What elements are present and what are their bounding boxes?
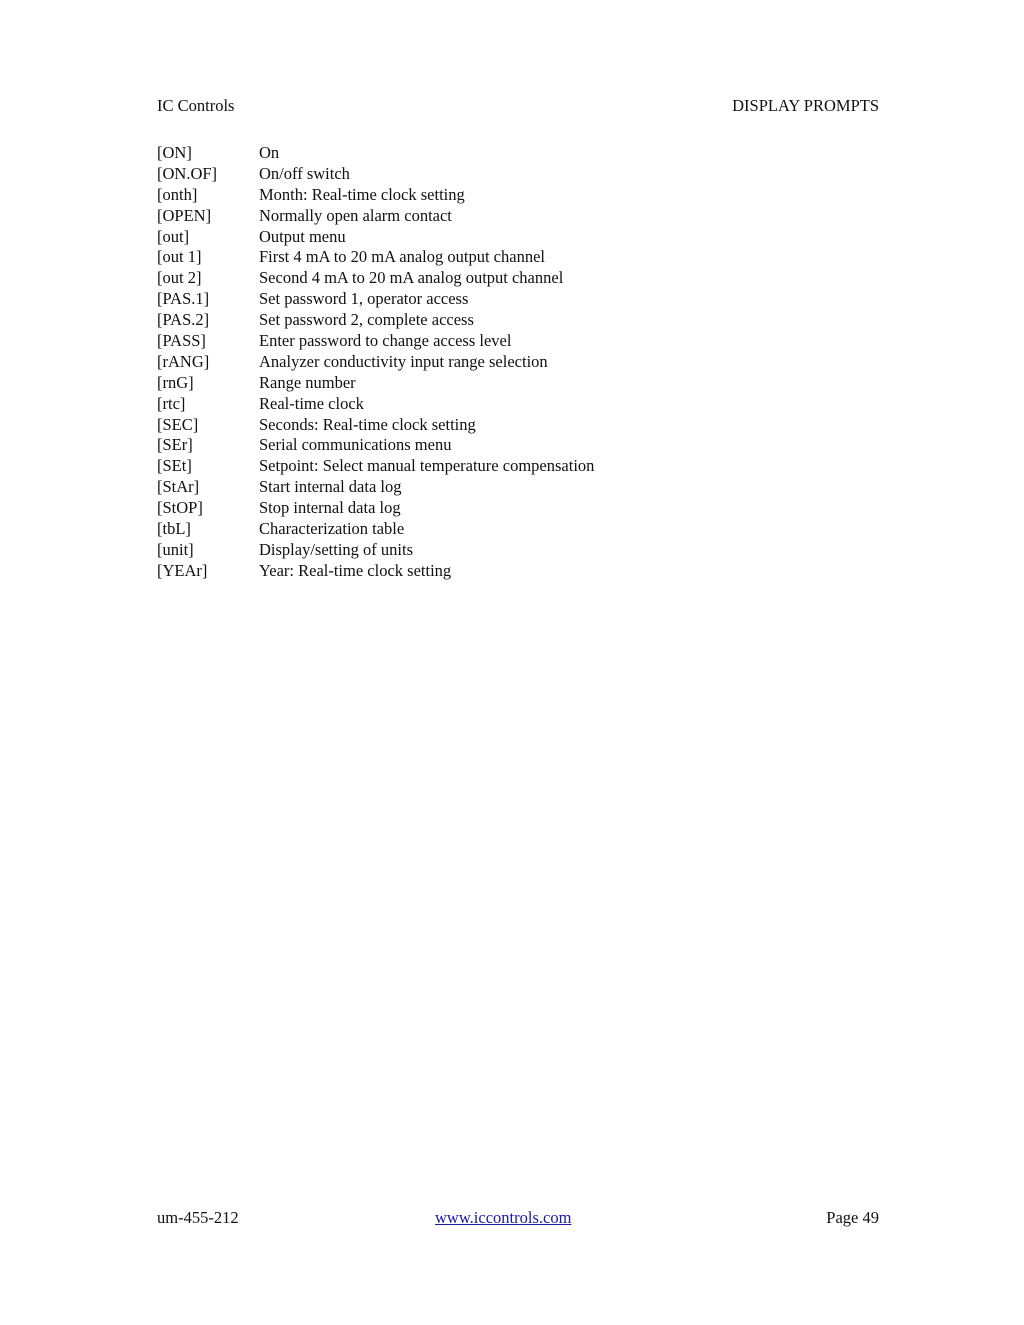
prompt-description: On	[259, 143, 280, 162]
prompt-code: [SEr]	[157, 435, 193, 455]
prompt-row	[157, 185, 857, 206]
page-footer	[157, 1207, 879, 1229]
page-number: Page 49	[826, 1208, 879, 1227]
prompt-code: [ON]	[157, 143, 192, 162]
prompt-description: Set password 2, complete access	[259, 310, 474, 330]
prompt-code: [PASS]	[157, 331, 206, 351]
section-title: DISPLAY PROMPTS	[732, 96, 879, 115]
prompt-description: Range number	[259, 372, 356, 392]
prompt-row	[157, 310, 857, 331]
prompt-row	[157, 164, 857, 185]
prompt-description: Setpoint: Select manual temperature compensation	[259, 456, 595, 476]
prompt-code: [StAr]	[157, 477, 200, 497]
prompt-code: [SEt]	[157, 456, 192, 476]
prompt-description: Real-time clock	[259, 393, 364, 413]
prompt-row	[157, 456, 857, 477]
prompt-row	[157, 394, 857, 415]
prompt-code: [OPEN]	[157, 205, 212, 225]
prompt-description: Second 4 mA to 20 mA analog output channel	[259, 268, 564, 288]
prompt-code: [out]	[157, 226, 190, 246]
prompt-row	[157, 247, 857, 268]
prompt-code: [onth]	[157, 184, 198, 204]
prompt-row	[157, 331, 857, 352]
prompt-description: Stop internal data log	[259, 498, 401, 518]
prompt-row	[157, 477, 857, 498]
prompt-description: Characterization table	[259, 519, 405, 539]
prompt-code: [ON.OF]	[157, 163, 218, 183]
prompt-list	[157, 143, 857, 582]
prompt-description: Serial communications menu	[259, 435, 452, 455]
prompt-code: [SEC]	[157, 414, 199, 434]
prompt-code: [PAS.2]	[157, 310, 210, 330]
prompt-row	[157, 268, 857, 289]
prompt-row	[157, 289, 857, 310]
prompt-description: Display/setting of units	[259, 539, 413, 559]
prompt-code: [tbL]	[157, 519, 191, 539]
prompt-description: Analyzer conductivity input range selection	[259, 351, 548, 371]
prompt-code: [out 2]	[157, 268, 202, 288]
prompt-description: Start internal data log	[259, 477, 402, 497]
prompt-description: Enter password to change access level	[259, 331, 512, 351]
prompt-description: Set password 1, operator access	[259, 289, 469, 309]
prompt-description: Month: Real-time clock setting	[259, 184, 465, 204]
prompt-description: On/off switch	[259, 163, 350, 183]
prompt-row	[157, 143, 857, 164]
prompt-description: Year: Real-time clock setting	[259, 560, 452, 580]
prompt-code: [rtc]	[157, 393, 186, 413]
document-number: um-455-212	[157, 1208, 239, 1227]
prompt-description: Seconds: Real-time clock setting	[259, 414, 476, 434]
prompt-row	[157, 498, 857, 519]
prompt-row	[157, 206, 857, 227]
prompt-code: [rANG]	[157, 351, 210, 371]
prompt-description: Output menu	[259, 226, 346, 246]
page-header	[157, 95, 879, 117]
prompt-row	[157, 352, 857, 373]
prompt-row	[157, 540, 857, 561]
prompt-code: [out 1]	[157, 247, 202, 267]
website-link[interactable]: www.iccontrols.com	[435, 1208, 572, 1227]
prompt-row	[157, 561, 857, 582]
prompt-code: [PAS.1]	[157, 289, 210, 309]
company-name: IC Controls	[157, 96, 235, 115]
prompt-description: First 4 mA to 20 mA analog output channel	[259, 247, 545, 267]
prompt-row	[157, 415, 857, 436]
prompt-code: [YEAr]	[157, 560, 208, 580]
prompt-row	[157, 227, 857, 248]
prompt-row	[157, 373, 857, 394]
prompt-row	[157, 435, 857, 456]
prompt-code: [unit]	[157, 539, 194, 559]
prompt-code: [StOP]	[157, 498, 203, 518]
prompt-code: [rnG]	[157, 372, 194, 392]
prompt-description: Normally open alarm contact	[259, 205, 452, 225]
prompt-row	[157, 519, 857, 540]
